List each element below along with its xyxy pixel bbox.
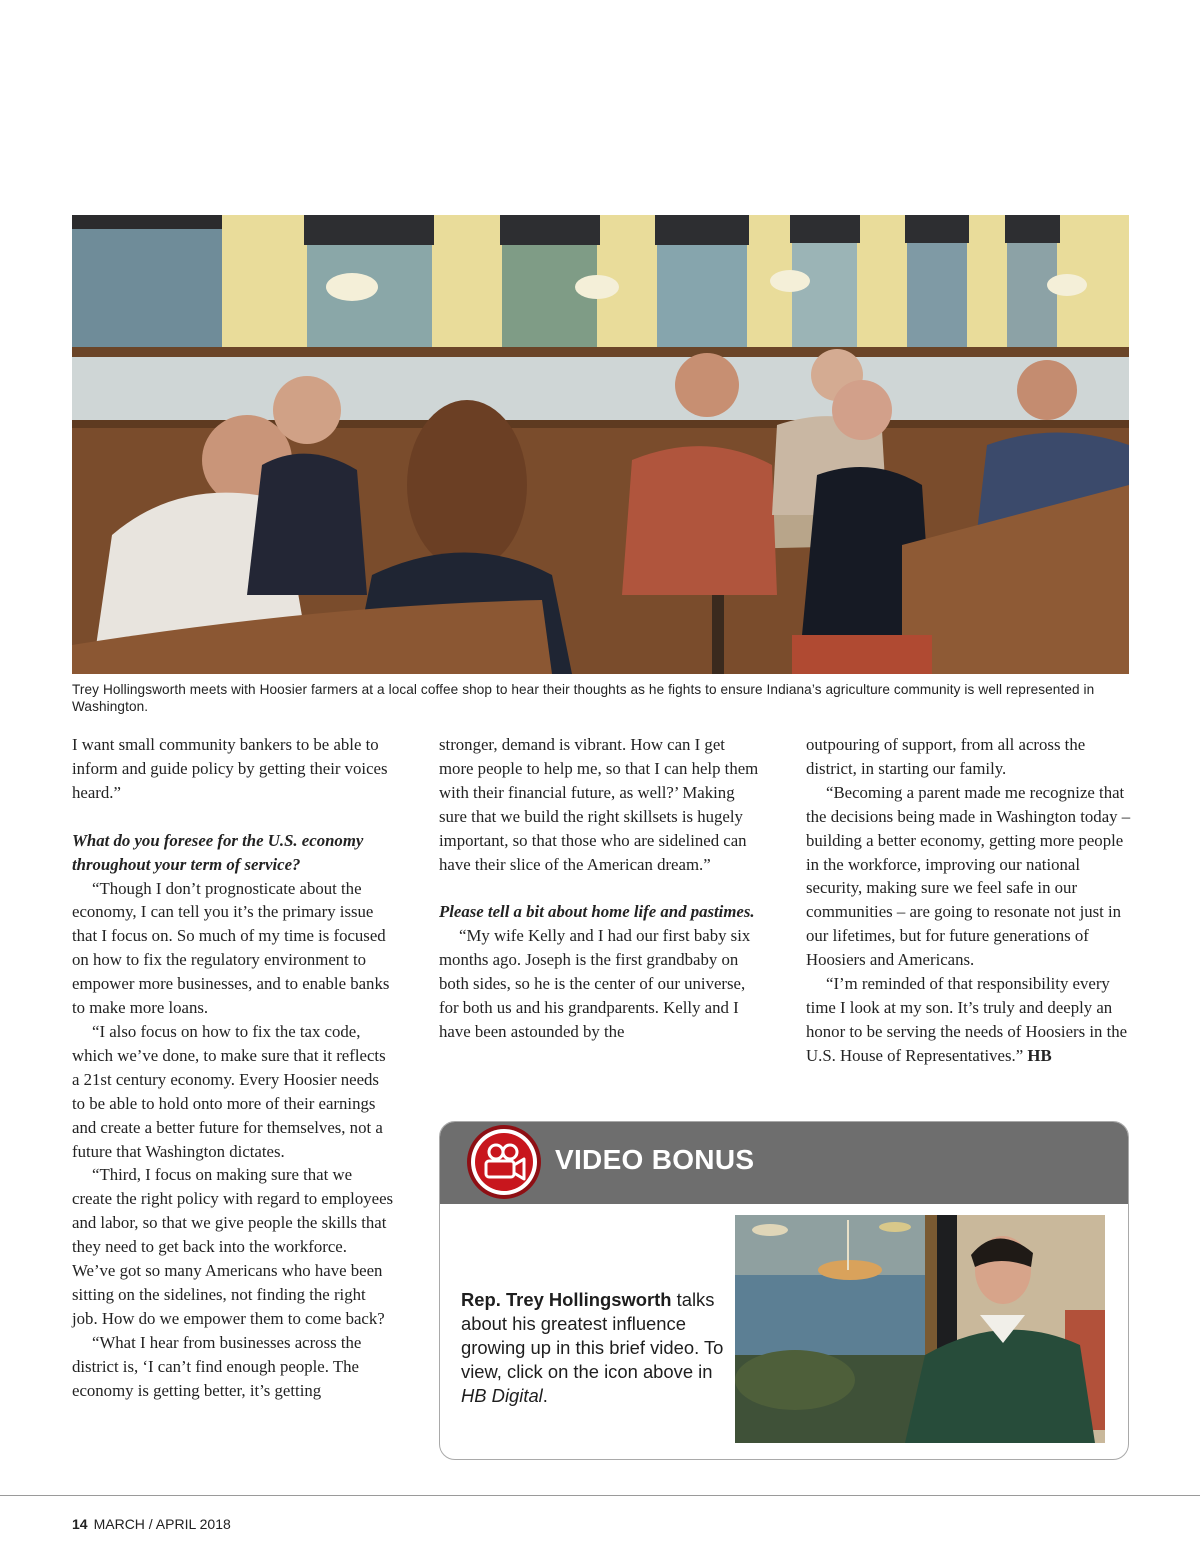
photo-caption: Trey Hollingsworth meets with Hoosier farmers at a local coffee shop to hear their thoughts as he fights to ensure Indiana’s agriculture community is well represented in Washington.: [72, 682, 1095, 714]
coffee-shop-meeting-photo: [72, 215, 1129, 674]
paragraph: I want small community bankers to be able to inform and guide policy by getting their voices heard.”: [72, 735, 388, 802]
end-mark: HB: [1027, 1045, 1052, 1065]
issue-date: MARCH / APRIL 2018: [93, 1516, 231, 1532]
video-description-text: talks about his greatest influence growing up in this brief video. To view, click on the icon above in: [461, 1289, 724, 1382]
page-number: 14: [72, 1516, 88, 1532]
page-footer: [72, 1516, 231, 1532]
article-column-2: [439, 733, 761, 1044]
closing-quote: “I’m reminded of that responsibility every time I look at my son. It’s truly and deeply an honor to be serving the needs of Hoosiers in the U.S. House of Representatives.”: [806, 974, 1128, 1065]
paragraph: “I also focus on how to fix the tax code, which we’ve done, to make sure that it reflects a 21st century economy. Every Hoosier needs to be able to hold onto more of their earnings and create a better future for themselves, not a future that Washington dictates.: [72, 1021, 386, 1161]
video-thumbnail[interactable]: [735, 1215, 1105, 1443]
paragraph: “What I hear from businesses across the district is, ‘I can’t find enough people. The economy is getting better, it’s getting: [72, 1332, 362, 1400]
period: .: [542, 1385, 548, 1406]
interview-still-image: [735, 1215, 1105, 1443]
paragraph: [806, 972, 1134, 1068]
feature-photo: [72, 215, 1129, 674]
paragraph: outpouring of support, from all across the district, in starting our family.: [806, 735, 1086, 778]
article-column-3: [806, 733, 1134, 1068]
paragraph: “Third, I focus on making sure that we create the right policy with regard to employees and labor, so that we give people the skills that they need to get back into the workforce. We’ve got so many Americans who have been sitting on the sidelines, not finding the right job. How do we empower them to come back?: [72, 1165, 394, 1328]
interview-question: What do you foresee for the U.S. economy throughout your term of service?: [72, 830, 364, 874]
video-bonus-description: [461, 1288, 731, 1408]
paragraph: “Though I don’t prognosticate about the economy, I can tell you it’s the primary issue that I focus on. So much of my time is focused on how to fix the regulatory environment to empower more businesses, and to enable banks to make more loans.: [72, 878, 390, 1018]
video-bonus-title: VIDEO BONUS: [555, 1144, 755, 1175]
paragraph: “My wife Kelly and I had our first baby six months ago. Joseph is the first grandbaby on both sides, so he is the center of our universe, for both us and his grandparents. Kelly and I have been astounded by the: [439, 926, 751, 1041]
interview-question: Please tell a bit about home life and pastimes.: [439, 902, 755, 922]
paragraph: “Becoming a parent made me recognize that the decisions being made in Washington today – building a better economy, getting more people in the workforce, improving our national security, making sure we feel safe in our communities – are going to resonate not just in our lifetimes, but for future generations of Hoosiers and Americans.: [806, 782, 1131, 970]
video-camera-icon[interactable]: [465, 1123, 543, 1201]
publication-name: HB Digital: [461, 1385, 543, 1406]
paragraph: stronger, demand is vibrant. How can I get more people to help me, so that I can help them with their financial future, as well?’ Making sure that we build the right skillsets is hugely important, so that those who are sidelined can have their slice of the American dream.”: [439, 735, 759, 874]
video-bonus-header: [440, 1122, 1128, 1204]
footer-divider: [0, 1495, 1200, 1496]
video-subject-name: Rep. Trey Hollingsworth: [461, 1289, 672, 1310]
article-column-1: [72, 733, 394, 1402]
